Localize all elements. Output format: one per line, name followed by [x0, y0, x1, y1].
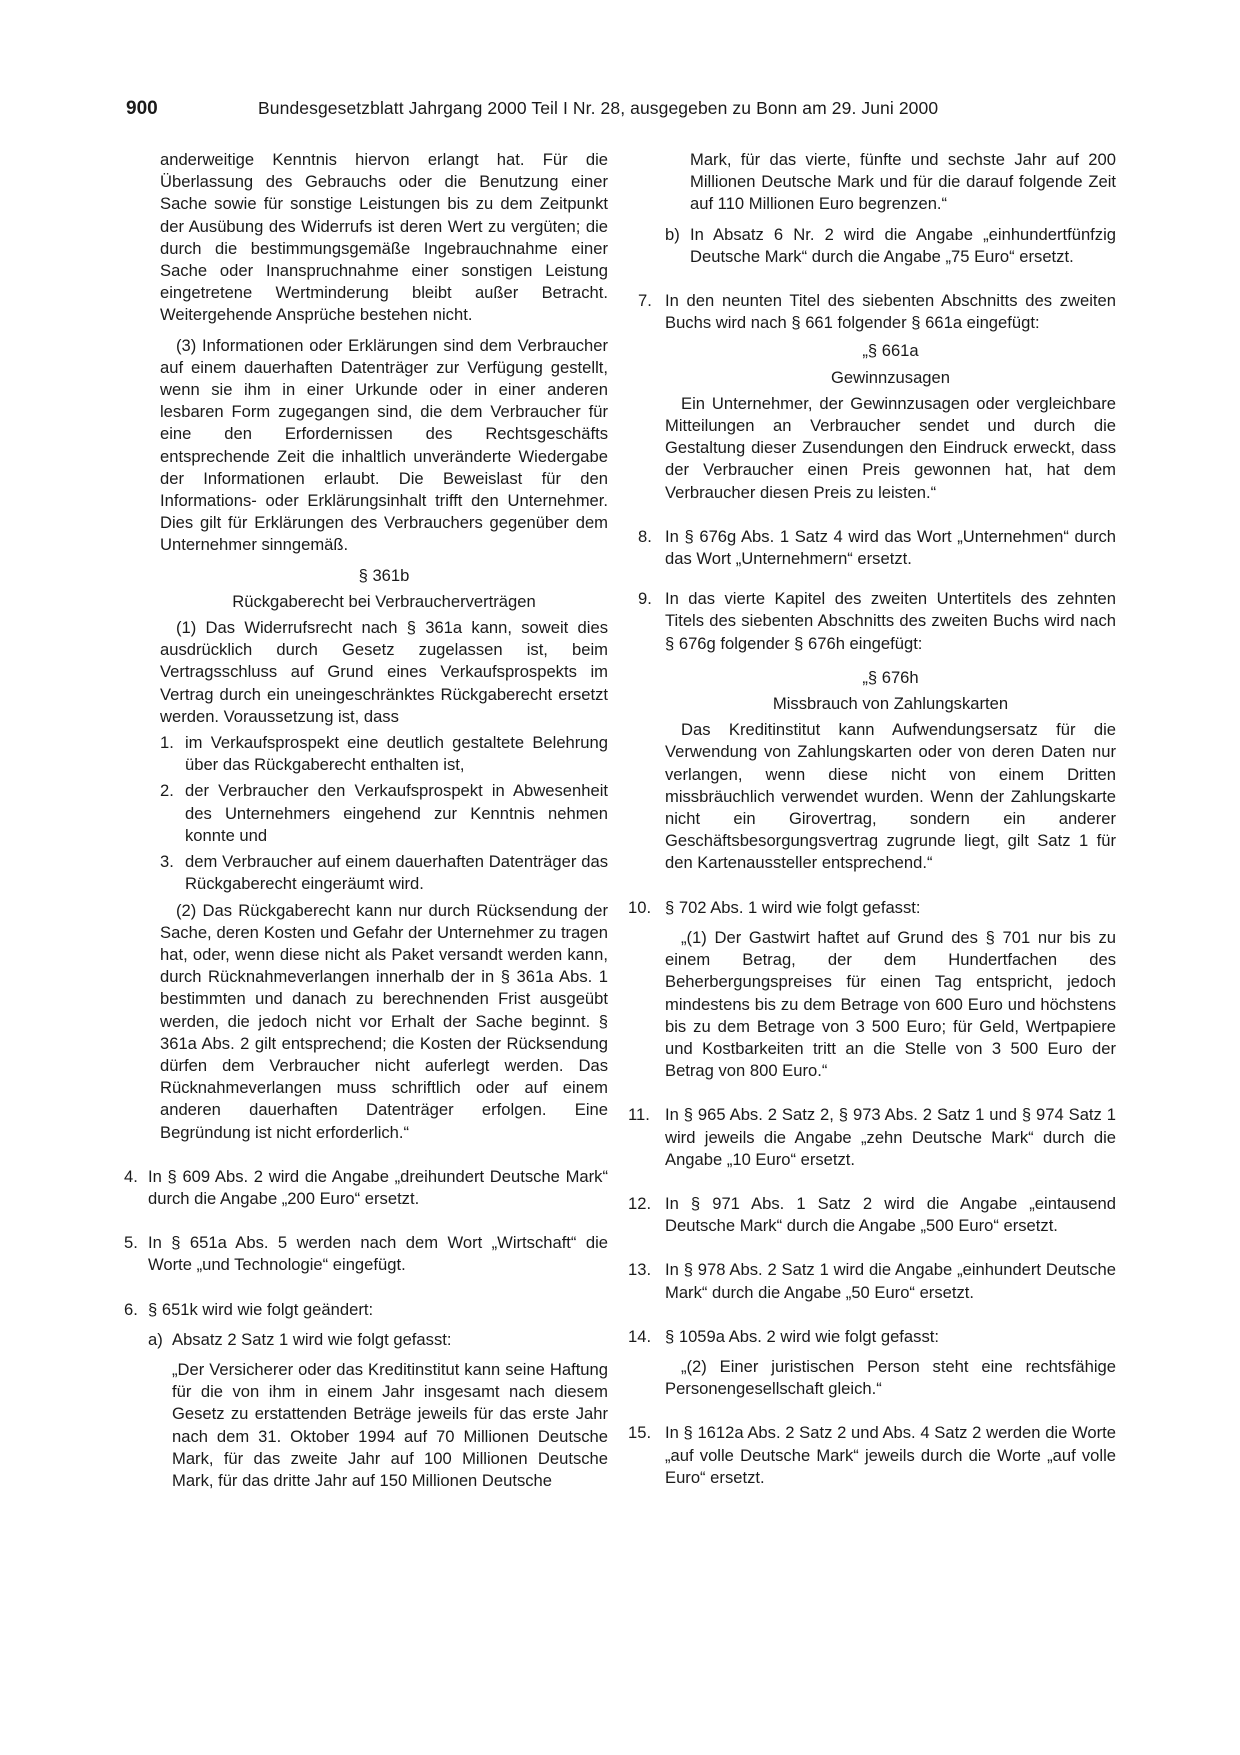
item-number: 10. — [628, 897, 652, 917]
list-text: im Verkaufsprospekt eine deutlich gestaltete Belehrung über das Rückgaberecht enthalten ist, — [185, 733, 608, 775]
item-text: In § 1612a Abs. 2 Satz 2 und Abs. 4 Satz 2 werden die Worte „auf volle Deutsche Mark“ jeweils durch die Worte „auf volle Euro“ ersetzt. — [665, 1423, 1116, 1487]
page-number: 900 — [126, 98, 158, 119]
list-item — [160, 851, 608, 895]
right-column — [628, 149, 1116, 1489]
section-number: „§ 676h — [862, 667, 919, 687]
amendment-item — [628, 1259, 1116, 1303]
item-number: 8. — [638, 526, 652, 546]
list-number: 3. — [160, 852, 174, 872]
section-number: § 361b — [358, 565, 410, 585]
item-text: In § 978 Abs. 2 Satz 1 wird die Angabe „einhundert Deutsche Mark“ durch die Angabe „50 Euro“ ersetzt. — [665, 1260, 1116, 1302]
item-number: 9. — [638, 589, 652, 609]
sub-item-text: Absatz 2 Satz 1 wird wie folgt gefasst: — [172, 1329, 452, 1349]
item-text: § 651k wird wie folgt geändert: — [148, 1299, 374, 1319]
amendment-item — [638, 588, 1116, 655]
amendment-item — [628, 1104, 1116, 1171]
paragraph: anderweitige Kenntnis hiervon erlangt hat. Für die Überlassung des Gebrauchs oder die Benutzung einer Sache sowie für sonstige Leistungen bis zu dem Zeitpunkt der Ausübung des Widerrufs ist deren Wert zu vergüten; die durch die bestimmungsgemäße Ingebrauchnahme einer Sache oder Inanspruchnahme einer sonstigen Leistung eingetretene Wertminderung bleibt außer Betracht. Weitergehende Ansprüche bestehen nicht. — [160, 150, 608, 325]
amendment-item — [638, 526, 1116, 570]
sub-item — [148, 1329, 608, 1351]
quoted-paragraph: „(1) Der Gastwirt haftet auf Grund des § 701 nur bis zu einem Betrag, der dem Hundertfachen des Beherbergungspreises für einen Tag entspricht, jedoch mindestens bis zu dem Betrage von 600 Euro und höchstens bis zu dem Betrage von 3 500 Euro; für Geld, Wertpapiere und Kostbarkeiten tritt an die Stelle von 3 500 Euro der Betrag von 800 Euro.“ — [665, 927, 1116, 1081]
list-item — [160, 780, 608, 847]
sub-item — [665, 224, 1116, 268]
item-number: 4. — [124, 1166, 138, 1186]
list-number: 2. — [160, 781, 174, 801]
quoted-text: Mark, für das vierte, fünfte und sechste Jahr auf 200 Millionen Deutsche Mark und für die darauf folgende Zeit auf 110 Millionen Euro begrenzen.“ — [690, 150, 1116, 214]
item-text: In § 609 Abs. 2 wird die Angabe „dreihundert Deutsche Mark“ durch die Angabe „200 Euro“ ersetzt. — [148, 1166, 608, 1208]
paragraph: (1) Das Widerrufsrecht nach § 361a kann, soweit dies ausdrücklich durch Gesetz zugelassen ist, beim Vertragsschluss auf Grund eines Verkaufsprospekts im Vertrag durch ein uneingeschränktes Rückgaberecht ersetzt werden. Voraussetzung ist, dass — [160, 618, 608, 726]
item-number: 13. — [628, 1260, 652, 1280]
quoted-paragraph: Ein Unternehmer, der Gewinnzusagen oder vergleichbare Mitteilungen an Verbraucher sendet und durch die Gestaltung dieser Zusendungen den Eindruck erweckt, dass der Verbraucher einen Preis gewonnen hat, hat dem Verbraucher diesen Preis zu leisten.“ — [665, 393, 1116, 502]
item-text: In § 965 Abs. 2 Satz 2, § 973 Abs. 2 Satz 1 und § 974 Satz 1 wird jeweils die Angabe „zehn Deutsche Mark“ durch die Angabe „10 Euro“ ersetzt. — [665, 1105, 1116, 1169]
amendment-item — [638, 290, 1116, 334]
sub-item-text: In Absatz 6 Nr. 2 wird die Angabe „einhundertfünfzig Deutsche Mark“ durch die Angabe „75 Euro“ ersetzt. — [690, 224, 1116, 266]
item-number: 7. — [638, 291, 652, 311]
sub-item-letter: b) — [665, 224, 680, 244]
paragraph: (3) Informationen oder Erklärungen sind dem Verbraucher auf einem dauerhaften Datenträger zur Verfügung gestellt, wenn sie ihm in einer Urkunde oder in einer anderen lesbaren Form zugegangen sind, die dem Verbraucher für eine den Erfordernissen des Rechtsgeschäfts entsprechende Zeit die inhaltlich unveränderte Wiedergabe der Informationen erlaubt. Die Beweislast für den Informations- oder Erklärungsinhalt trifft den Unternehmer. Dies gilt für Erklärungen des Verbrauchers gegenüber dem Unternehmer sinngemäß. — [160, 335, 608, 555]
item-text: In den neunten Titel des siebenten Abschnitts des zweiten Buchs wird nach § 661 folgender § 661a eingefügt: — [665, 291, 1116, 333]
quoted-paragraph: Das Kreditinstitut kann Aufwendungsersatz für die Verwendung von Zahlungskarten oder von deren Daten nur verlangen, wenn diese nicht von einem Dritten missbräuchlich verwendet wurden. Wenn der Zahlungskarte nicht ein Girovertrag, sondern ein anderer Geschäftsbesorgungsvertrag zugrunde liegt, gilt Satz 1 für den Kartenaussteller entsprechend.“ — [665, 720, 1116, 873]
item-text: In § 971 Abs. 1 Satz 2 wird die Angabe „eintausend Deutsche Mark“ durch die Angabe „500 Euro“ ersetzt. — [665, 1193, 1116, 1236]
left-column — [124, 149, 608, 1492]
running-title: Bundesgesetzblatt Jahrgang 2000 Teil I Nr. 28, ausgegeben zu Bonn am 29. Juni 2000 — [258, 98, 939, 118]
item-number: 15. — [628, 1423, 652, 1443]
item-number: 12. — [628, 1193, 652, 1213]
paragraph: (2) Das Rückgaberecht kann nur durch Rücksendung der Sache, deren Kosten und Gefahr der Unternehmer zu tragen hat, oder, wenn diese nicht als Paket versandt werden kann, durch Rücknahmeverlangen innerhalb der in § 361a Abs. 1 bestimmten und danach zu berechnenden Frist ausgeübt werden, die jedoch nicht vor Erhalt der Sache beginnt. § 361a Abs. 2 gilt entsprechend; die Kosten der Rücksendung dürfen dem Verbraucher nicht auferlegt werden. Das Rücknahmeverlangen muss schriftlich oder auf einem anderen dauerhaften Datenträger erfolgen. Eine Begründung ist nicht erforderlich.“ — [160, 900, 608, 1142]
quoted-text: „Der Versicherer oder das Kreditinstitut kann seine Haftung für die von ihm in einem Jahr insgesamt nach diesem Gesetz zu erstattenden Beträge jeweils für das erste Jahr nach dem 31. Oktober 1994 auf 70 Millionen Deutsche Mark, für das zweite Jahr auf 100 Millionen Deutsche Mark, für das dritte Jahr auf 150 Millionen Deutsche — [172, 1359, 608, 1490]
amendment-item — [628, 1193, 1116, 1237]
amendment-item — [124, 1299, 608, 1321]
amendment-item — [628, 1422, 1116, 1489]
item-text: In das vierte Kapitel des zweiten Untertitels des zehnten Titels des siebenten Abschnitts des zweiten Buchs wird nach § 676g folgender § 676h eingefügt: — [665, 589, 1116, 653]
list-text: der Verbraucher den Verkaufsprospekt in Abwesenheit des Unternehmers eingehend zur Kenntnis nehmen konnte und — [185, 781, 608, 845]
item-text: In § 676g Abs. 1 Satz 4 wird das Wort „Unternehmen“ durch das Wort „Unternehmern“ ersetzt. — [665, 526, 1116, 569]
item-number: 6. — [124, 1299, 138, 1319]
list-text: dem Verbraucher auf einem dauerhaften Datenträger das Rückgaberecht eingeräumt wird. — [185, 852, 608, 894]
section-title: Gewinnzusagen — [830, 367, 950, 387]
section-title: Rückgaberecht bei Verbraucherverträgen — [232, 591, 536, 611]
amendment-item — [124, 1166, 608, 1210]
sub-item-letter: a) — [148, 1329, 163, 1349]
item-text: In § 651a Abs. 5 werden nach dem Wort „Wirtschaft“ die Worte „und Technologie“ eingefügt. — [148, 1233, 608, 1275]
amendment-item — [628, 1326, 1116, 1348]
item-text: § 702 Abs. 1 wird wie folgt gefasst: — [665, 897, 921, 917]
page-header — [126, 98, 1116, 124]
item-number: 14. — [628, 1326, 652, 1346]
section-number: „§ 661a — [862, 341, 919, 361]
item-number: 5. — [124, 1233, 138, 1253]
item-text: § 1059a Abs. 2 wird wie folgt gefasst: — [665, 1326, 939, 1346]
quoted-paragraph: „(2) Einer juristischen Person steht eine rechtsfähige Personengesellschaft gleich.“ — [665, 1356, 1116, 1399]
section-title: Missbrauch von Zahlungskarten — [772, 694, 1009, 714]
amendment-item — [628, 897, 1116, 919]
list-item — [160, 732, 608, 776]
amendment-item — [124, 1232, 608, 1276]
item-number: 11. — [628, 1105, 650, 1125]
list-number: 1. — [160, 733, 174, 753]
